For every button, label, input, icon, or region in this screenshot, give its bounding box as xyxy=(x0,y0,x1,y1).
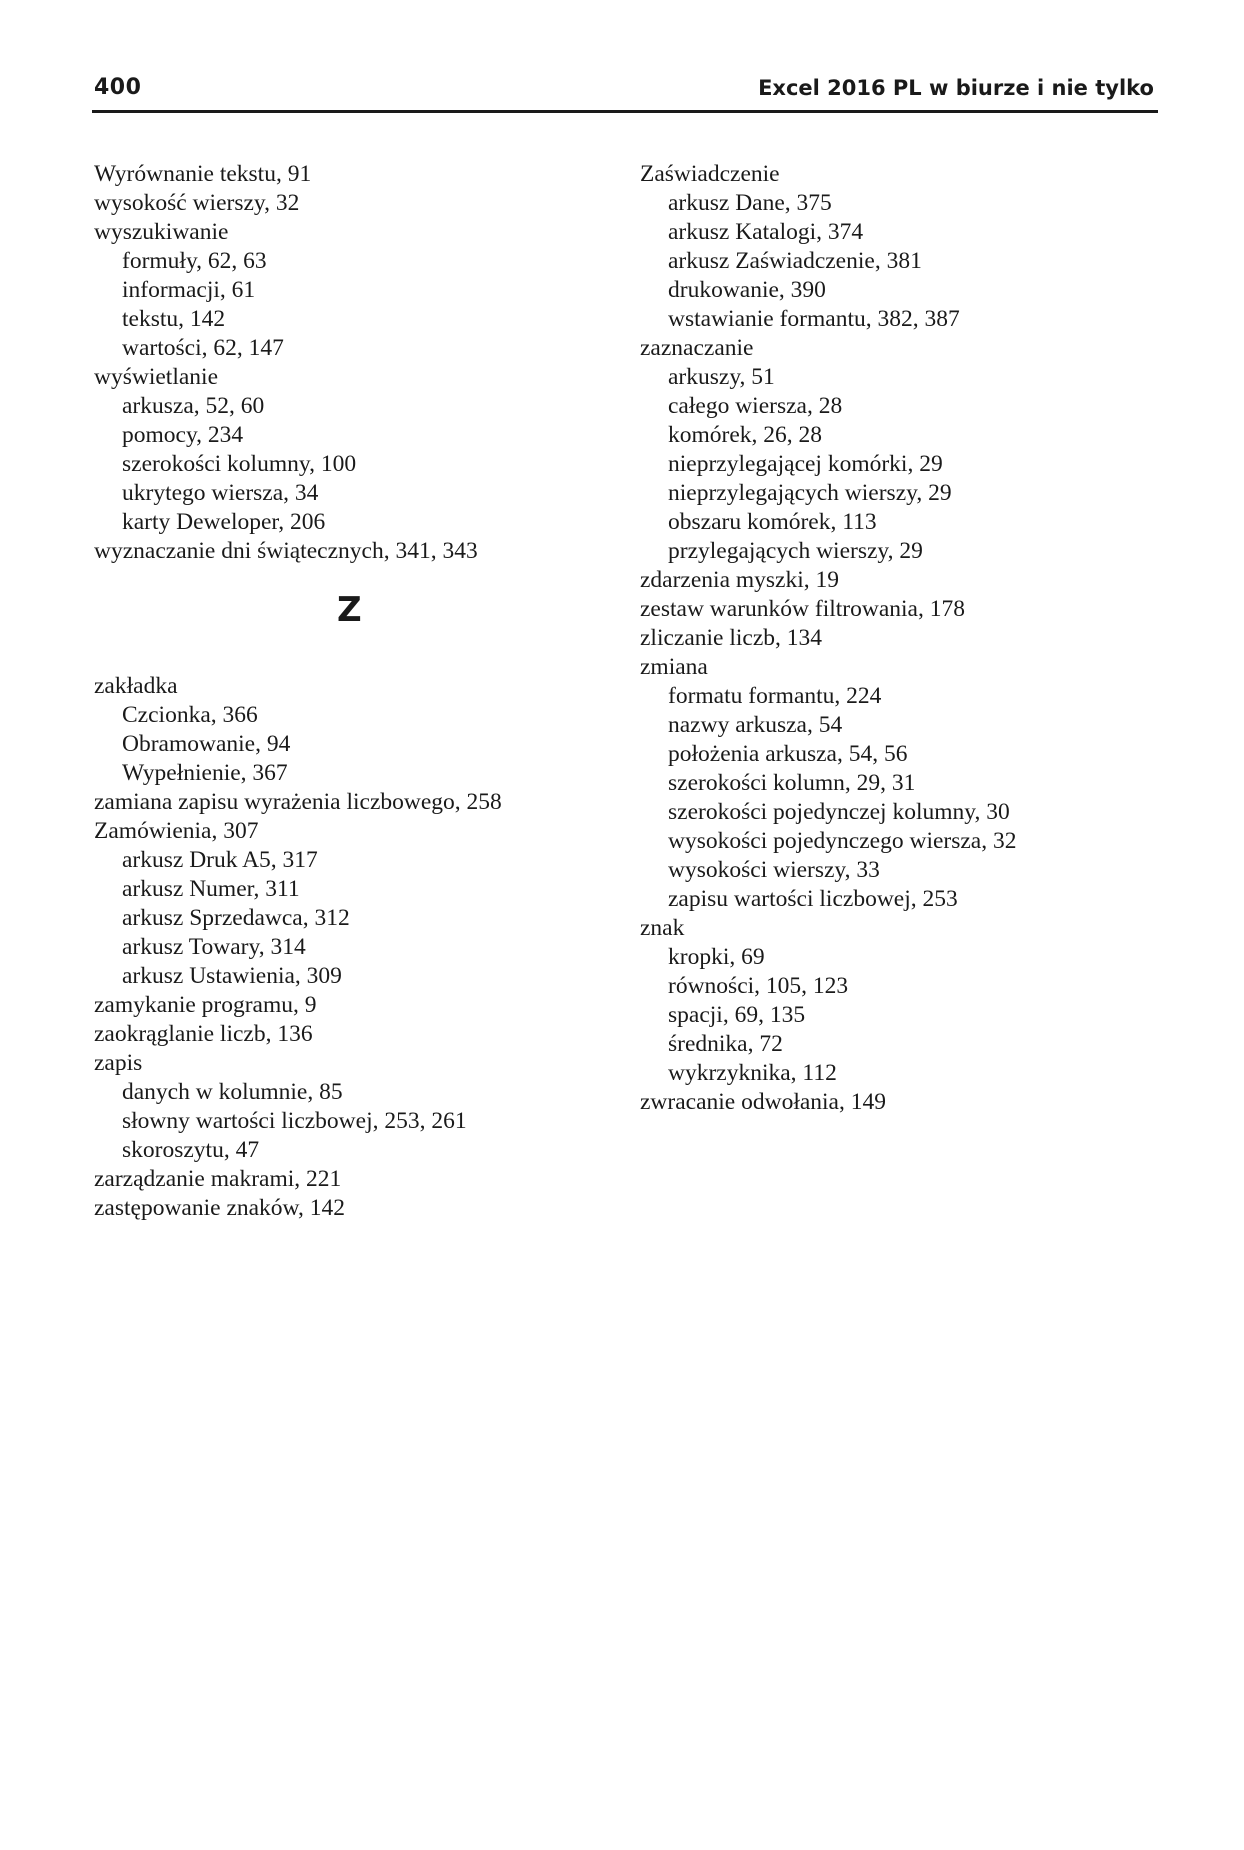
index-subentry: Czcionka, 366 xyxy=(122,702,258,728)
index-entry: zakładka xyxy=(94,673,178,699)
index-subentry: arkusz Katalogi, 374 xyxy=(668,219,864,245)
index-subentry: arkusz Sprzedawca, 312 xyxy=(122,905,350,931)
index-subentry: komórek, 26, 28 xyxy=(668,422,823,448)
index-subentry: skoroszytu, 47 xyxy=(122,1137,260,1163)
index-subentry: spacji, 69, 135 xyxy=(668,1002,806,1028)
index-subentry: kropki, 69 xyxy=(668,944,765,970)
index-subentry: nazwy arkusza, 54 xyxy=(668,712,843,738)
index-entry: zarządzanie makrami, 221 xyxy=(94,1166,342,1192)
index-entry: wyświetlanie xyxy=(94,364,218,390)
page-number: 400 xyxy=(94,75,142,100)
index-subentry: arkusz Numer, 311 xyxy=(122,876,300,902)
index-subentry: nieprzylegających wierszy, 29 xyxy=(668,480,952,506)
index-subentry: zapisu wartości liczbowej, 253 xyxy=(668,886,958,912)
index-subentry: wysokości pojedynczego wiersza, 32 xyxy=(668,828,1017,854)
index-entry: zestaw warunków filtrowania, 178 xyxy=(640,596,965,622)
index-subentry: równości, 105, 123 xyxy=(668,973,849,999)
index-subentry: szerokości pojedynczej kolumny, 30 xyxy=(668,799,1010,825)
index-entry: wyszukiwanie xyxy=(94,219,229,245)
index-subentry: arkusz Ustawienia, 309 xyxy=(122,963,342,989)
index-entry: zdarzenia myszki, 19 xyxy=(640,567,840,593)
index-group-w xyxy=(94,160,614,566)
index-entry: wyznaczanie dni świątecznych, 341, 343 xyxy=(94,538,478,564)
index-subentry: słowny wartości liczbowej, 253, 261 xyxy=(122,1108,467,1134)
running-title: Excel 2016 PL w biurze i nie tylko xyxy=(758,76,1154,100)
index-entry: zaznaczanie xyxy=(640,335,754,361)
index-subentry: danych w kolumnie, 85 xyxy=(122,1079,343,1105)
index-group-z-continued xyxy=(640,160,1160,1117)
index-subentry: szerokości kolumn, 29, 31 xyxy=(668,770,916,796)
index-subentry: arkuszy, 51 xyxy=(668,364,775,390)
index-entry: zamykanie programu, 9 xyxy=(94,992,317,1018)
index-entry: zwracanie odwołania, 149 xyxy=(640,1089,886,1115)
index-subentry: arkusz Towary, 314 xyxy=(122,934,306,960)
index-entry: Wyrównanie tekstu, 91 xyxy=(94,161,312,187)
index-entry: Zamówienia, 307 xyxy=(94,818,259,844)
index-subentry: położenia arkusza, 54, 56 xyxy=(668,741,908,767)
index-subentry: wykrzyknika, 112 xyxy=(668,1060,837,1086)
index-group-z xyxy=(94,672,614,1223)
index-entry: zastępowanie znaków, 142 xyxy=(94,1195,346,1221)
index-subentry: Obramowanie, 94 xyxy=(122,731,291,757)
index-subentry: szerokości kolumny, 100 xyxy=(122,451,357,477)
index-subentry: nieprzylegającej komórki, 29 xyxy=(668,451,943,477)
index-subentry: karty Deweloper, 206 xyxy=(122,509,326,535)
index-subentry: przylegających wierszy, 29 xyxy=(668,538,923,564)
index-entry: zamiana zapisu wyrażenia liczbowego, 258 xyxy=(94,789,502,815)
index-subentry: informacji, 61 xyxy=(122,277,256,303)
index-subentry: Wypełnienie, 367 xyxy=(122,760,288,786)
index-column-left xyxy=(94,160,614,1223)
index-subentry: wysokości wierszy, 33 xyxy=(668,857,880,883)
index-entry: Zaświadczenie xyxy=(640,161,780,187)
index-subentry: tekstu, 142 xyxy=(122,306,226,332)
index-subentry: arkusza, 52, 60 xyxy=(122,393,265,419)
index-subentry: średnika, 72 xyxy=(668,1031,783,1057)
index-subentry: arkusz Druk A5, 317 xyxy=(122,847,318,873)
index-column-right xyxy=(640,160,1160,1117)
index-subentry: drukowanie, 390 xyxy=(668,277,826,303)
index-subentry: wstawianie formantu, 382, 387 xyxy=(668,306,960,332)
index-subentry: formuły, 62, 63 xyxy=(122,248,267,274)
index-subentry: wartości, 62, 147 xyxy=(122,335,284,361)
index-entry: zaokrąglanie liczb, 136 xyxy=(94,1021,313,1047)
section-letter: Z xyxy=(337,590,362,630)
index-subentry: pomocy, 234 xyxy=(122,422,244,448)
index-entry: zapis xyxy=(94,1050,143,1076)
index-subentry: arkusz Dane, 375 xyxy=(668,190,832,216)
index-subentry: arkusz Zaświadczenie, 381 xyxy=(668,248,922,274)
page-header xyxy=(92,76,1158,113)
index-entry: zliczanie liczb, 134 xyxy=(640,625,823,651)
index-entry: wysokość wierszy, 32 xyxy=(94,190,300,216)
index-subentry: ukrytego wiersza, 34 xyxy=(122,480,319,506)
index-entry: zmiana xyxy=(640,654,708,680)
index-subentry: obszaru komórek, 113 xyxy=(668,509,877,535)
index-entry: znak xyxy=(640,915,685,941)
index-subentry: całego wiersza, 28 xyxy=(668,393,843,419)
index-subentry: formatu formantu, 224 xyxy=(668,683,882,709)
